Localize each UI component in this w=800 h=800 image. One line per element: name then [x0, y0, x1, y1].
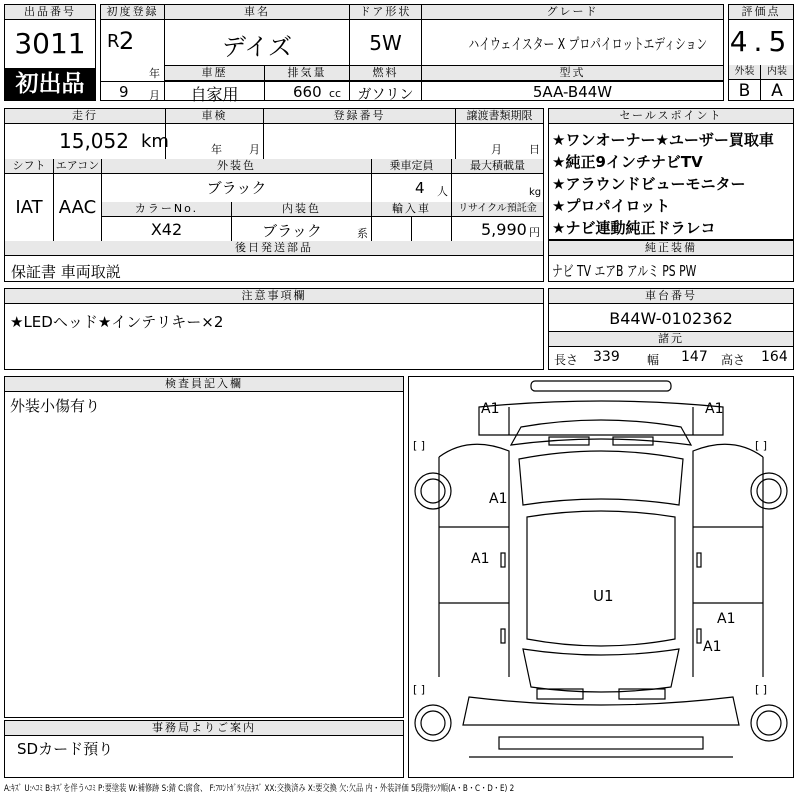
- fuel-label: 燃料: [350, 65, 421, 81]
- damage-mark: A1: [703, 639, 722, 655]
- displacement-value: 660: [293, 83, 322, 101]
- bracket-mark: [ ]: [755, 439, 768, 452]
- aircon-value: AAC: [58, 197, 97, 218]
- later-parts-label: 後日発送部品: [5, 241, 543, 256]
- length-label: 長さ: [554, 353, 579, 367]
- specs-label: 諸元: [549, 331, 793, 347]
- displacement-label: 排気量: [265, 65, 349, 81]
- inspector-block: [4, 376, 404, 718]
- interior-color-label: 内装色: [232, 202, 371, 217]
- first-reg-label: 初度登録: [101, 5, 164, 20]
- exterior-color-value: ブラック: [206, 179, 267, 197]
- first-reg-month: 9: [119, 83, 129, 101]
- history-label: 車歴: [165, 65, 264, 81]
- ext-score-value: B: [738, 81, 751, 101]
- interior-color-unit: 系: [357, 227, 368, 240]
- exterior-color-label: 外装色: [102, 159, 371, 174]
- damage-mark: A1: [481, 401, 500, 417]
- max-load-label: 最大積載量: [452, 159, 543, 174]
- bracket-mark: [ ]: [413, 439, 426, 452]
- color-no-label: カラーNo.: [102, 202, 231, 217]
- equipment-block: [548, 240, 794, 282]
- int-score-value: A: [771, 81, 783, 101]
- width-label: 幅: [647, 353, 660, 367]
- first-reg-year-unit: 年: [149, 67, 160, 80]
- sales-points-block: [548, 108, 794, 240]
- top-info-block: [100, 4, 724, 104]
- reg-no-label: 登録番号: [264, 109, 455, 124]
- first-reg-era: R: [107, 31, 120, 52]
- chassis-block: [548, 288, 794, 370]
- damage-mark: A1: [717, 611, 736, 627]
- fuel-value: ガソリン: [357, 87, 414, 103]
- inspector-value: 外装小傷有り: [10, 397, 101, 415]
- displacement-unit: cc: [329, 87, 342, 100]
- lot-number: 3011: [14, 27, 86, 60]
- door-label: ドア形状: [350, 5, 421, 20]
- aircon-label: エアコン: [55, 159, 100, 172]
- inspection-label: 車検: [166, 109, 263, 124]
- first-listing-badge: 初出品: [5, 68, 95, 100]
- first-reg-year: 2: [119, 27, 135, 55]
- capacity-unit: 人: [437, 185, 448, 198]
- damage-mark: A1: [471, 551, 490, 567]
- shift-label: シフト: [5, 159, 53, 174]
- import-label: 輸入車: [372, 202, 451, 217]
- sales-point-item: ★アラウンドビューモニター: [552, 175, 746, 193]
- score-label: 評価点: [729, 5, 793, 20]
- score-value: 4.5: [729, 25, 793, 58]
- sales-points-label: セールスポイント: [549, 109, 793, 124]
- equipment-label: 純正装備: [549, 241, 793, 256]
- int-score-label: 内装: [761, 65, 793, 80]
- lot-block: [4, 4, 96, 101]
- car-name-label: 車名: [165, 5, 349, 20]
- later-parts-value: 保証書 車両取説: [11, 263, 121, 281]
- office-block: [4, 720, 404, 778]
- height-value: 164: [761, 349, 788, 365]
- damage-mark: U1: [593, 587, 614, 605]
- sales-point-item: ★プロパイロット: [552, 197, 671, 215]
- capacity-value: 4: [415, 179, 425, 197]
- inspector-label: 検査員記入欄: [5, 377, 403, 392]
- sales-point-item: ★ナビ連動純正ドラレコ: [552, 219, 716, 237]
- chassis-label: 車台番号: [549, 289, 793, 304]
- color-no-value: X42: [150, 220, 183, 239]
- model-value: 5AA-B44W: [532, 83, 613, 101]
- notes-block: [4, 288, 544, 370]
- car-diagram-block: [408, 376, 794, 778]
- office-value: SDカード預り: [17, 740, 114, 758]
- height-label: 高さ: [721, 353, 746, 367]
- interior-color-value: ブラック: [262, 222, 322, 240]
- notes-label: 注意事項欄: [5, 289, 543, 304]
- sales-point-item: ★ワンオーナー★ユーザー買取車: [552, 131, 774, 149]
- damage-mark: A1: [489, 491, 508, 507]
- recycle-label: リサイクル預託金: [452, 202, 543, 217]
- legend: A:ｷｽﾞ U:ﾍｺﾐ B:ｷｽﾞを伴うﾍｺﾐ P:要塗装 W:補修跡 S:錆 C:腐食、 F:ﾌﾛﾝﾄｶﾞﾗｽ点ｷｽﾞ XX:交換済み X:要交換 欠:欠品 内・外装評価 5段階ﾗﾝｸ順(A・B・C・D・E) 2: [4, 784, 515, 794]
- car-diagram: [409, 377, 793, 777]
- inspection-month-unit: 月: [249, 143, 260, 156]
- max-load-unit: kg: [529, 187, 542, 198]
- score-block: [728, 4, 794, 101]
- inspection-year-unit: 年: [211, 143, 222, 156]
- door-value: 5W: [369, 31, 402, 55]
- bracket-mark: [ ]: [413, 683, 426, 696]
- recycle-unit: 円: [529, 226, 540, 239]
- ext-score-label: 外装: [729, 65, 760, 80]
- recycle-value: 5,990: [481, 220, 527, 239]
- mileage-unit: km: [141, 131, 169, 152]
- chassis-value: B44W-0102362: [609, 309, 733, 328]
- width-value: 147: [681, 349, 708, 365]
- capacity-label: 乗車定員: [372, 159, 451, 174]
- equipment-value: ナビ TV エアB アルミ PS PW: [552, 262, 697, 280]
- mileage-value: 15,052: [59, 129, 129, 153]
- model-label: 型式: [422, 65, 723, 81]
- history-value: 自家用: [190, 85, 239, 104]
- office-label: 事務局よりご案内: [5, 721, 403, 736]
- transfer-day-unit: 日: [529, 143, 540, 156]
- grade-label: グレード: [422, 5, 723, 20]
- sales-point-item: ★純正9インチナビTV: [552, 153, 703, 171]
- lot-label: 出品番号: [5, 5, 95, 20]
- notes-value: ★LEDヘッド★インテリキー×2: [10, 313, 224, 331]
- car-name-value: デイズ: [221, 33, 293, 61]
- vehicle-details-block: [4, 108, 544, 282]
- transfer-month-unit: 月: [491, 143, 502, 156]
- shift-value: IAT: [15, 197, 43, 218]
- mileage-label: 走行: [5, 109, 165, 124]
- damage-mark: A1: [705, 401, 724, 417]
- transfer-deadline-label: 譲渡書類期限: [456, 109, 543, 124]
- bracket-mark: [ ]: [755, 683, 768, 696]
- first-reg-month-unit: 月: [149, 89, 160, 102]
- length-value: 339: [593, 349, 620, 365]
- grade-value: ハイウェイスター X プロパイロットエディション: [468, 35, 708, 53]
